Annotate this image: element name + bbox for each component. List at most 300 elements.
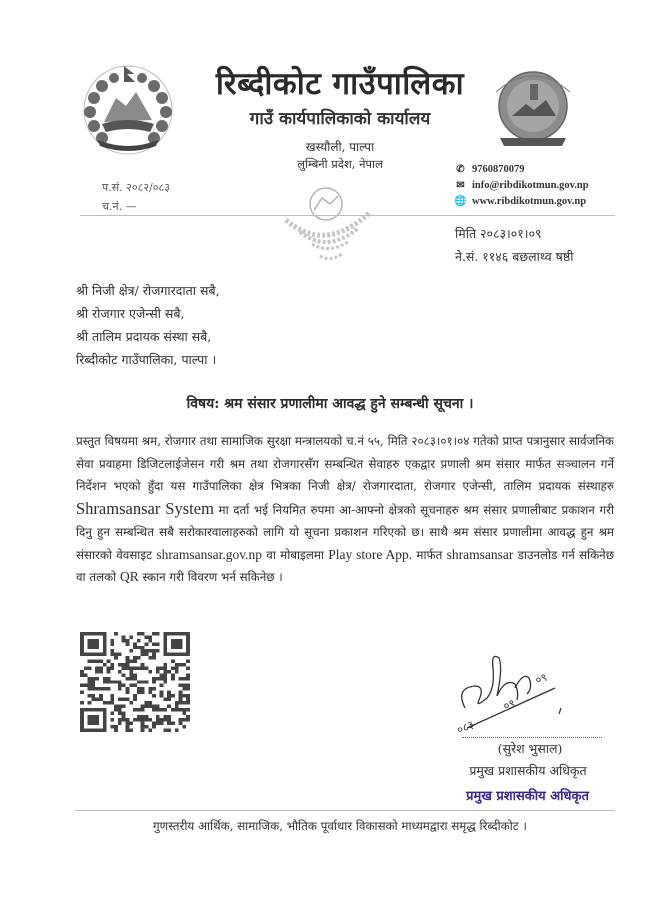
qr-module: [126, 729, 130, 732]
body-text-part: मार्फत: [412, 547, 447, 562]
qr-module: [129, 649, 133, 652]
qr-module: [114, 704, 118, 707]
qr-module: [175, 663, 179, 666]
email-address[interactable]: info@ribdikotmun.gov.np: [472, 180, 589, 191]
footer-slogan: गुणस्तरीय आर्थिक, सामाजिक, भौतिक पूर्वाधार विकासको माध्यमद्वारा समृद्ध रिब्दीकोट ।: [153, 819, 527, 833]
qr-module: [156, 704, 160, 707]
qr-module: [160, 694, 164, 697]
qr-module: [167, 704, 171, 707]
qr-module: [95, 677, 99, 680]
qr-module: [141, 691, 145, 694]
qr-module: [186, 687, 190, 690]
qr-module: [114, 653, 118, 656]
qr-module: [163, 729, 167, 732]
qr-module: [171, 677, 175, 680]
qr-module: [126, 725, 130, 728]
qr-module: [179, 701, 183, 704]
qr-module: [148, 670, 152, 673]
qr-module: [88, 680, 92, 683]
designation-stamp: प्रमुख प्रशासकीय अधिकृत: [466, 789, 589, 804]
qr-module: [103, 701, 107, 704]
qr-module: [175, 670, 179, 673]
qr-module: [186, 698, 190, 701]
qr-module: [107, 680, 111, 683]
qr-module: [118, 704, 122, 707]
qr-module: [80, 670, 84, 673]
qr-module: [118, 711, 122, 714]
qr-module: [141, 663, 145, 666]
qr-module: [141, 718, 145, 721]
qr-module: [126, 718, 130, 721]
qr-module: [179, 718, 183, 721]
qr-module: [141, 680, 145, 683]
qr-module: [133, 677, 137, 680]
qr-module: [186, 701, 190, 704]
qr-module: [110, 666, 114, 669]
office-seal-stamp: [278, 182, 378, 268]
qr-module: [107, 670, 111, 673]
qr-module: [144, 704, 148, 707]
qr-module: [103, 663, 107, 666]
qr-module: [156, 708, 160, 711]
qr-module: [133, 698, 137, 701]
qr-module: [152, 708, 156, 711]
qr-module: [118, 670, 122, 673]
qr-module: [163, 677, 167, 680]
qr-module: [167, 715, 171, 718]
recipients-list: [76, 279, 220, 371]
qr-module: [122, 666, 126, 669]
svg-text:०८३: ०८३: [454, 717, 476, 737]
svg-text:०९: ०९: [501, 696, 517, 713]
qr-module: [122, 673, 126, 676]
qr-module: [99, 687, 103, 690]
qr-module: [171, 708, 175, 711]
qr-finder-pattern: [88, 639, 99, 649]
qr-module: [133, 673, 137, 676]
qr-module: [152, 632, 156, 635]
qr-module: [144, 715, 148, 718]
play-store-app: Play store App.: [328, 546, 413, 562]
qr-module: [160, 666, 164, 669]
qr-module: [179, 722, 183, 725]
qr-module: [186, 708, 190, 711]
signatory-name: (सुरेश भुसाल): [497, 741, 563, 756]
qr-module: [88, 660, 92, 663]
qr-module: [114, 708, 118, 711]
qr-module: [160, 684, 164, 687]
qr-module: [103, 677, 107, 680]
qr-module: [171, 722, 175, 725]
qr-module: [88, 701, 92, 704]
qr-module: [129, 673, 133, 676]
qr-module: [133, 656, 137, 659]
qr-module: [122, 684, 126, 687]
qr-module: [141, 632, 145, 635]
signature-line: [462, 737, 602, 738]
qr-code[interactable]: [80, 632, 190, 732]
qr-module: [175, 708, 179, 711]
qr-module: [88, 684, 92, 687]
qr-module: [141, 646, 145, 649]
qr-module: [110, 642, 114, 645]
qr-module: [163, 663, 167, 666]
qr-module: [175, 666, 179, 669]
qr-module: [103, 687, 107, 690]
qr-module: [118, 687, 122, 690]
qr-module: [114, 656, 118, 659]
qr-module: [114, 680, 118, 683]
qr-module: [144, 649, 148, 652]
qr-module: [118, 708, 122, 711]
qr-module: [110, 701, 114, 704]
qr-module: [152, 704, 156, 707]
qr-module: [129, 670, 133, 673]
qr-module: [148, 635, 152, 638]
qr-module: [160, 691, 164, 694]
qr-module: [179, 708, 183, 711]
qr-module: [186, 666, 190, 669]
qr-module: [160, 673, 164, 676]
qr-module: [91, 698, 95, 701]
qr-module: [110, 653, 114, 656]
qr-module: [148, 649, 152, 652]
qr-module: [133, 642, 137, 645]
qr-module: [144, 680, 148, 683]
qr-module: [118, 684, 122, 687]
qr-module: [167, 729, 171, 732]
signatory-designation: प्रमुख प्रशासकीय अधिकृत: [469, 763, 587, 778]
qr-module: [110, 694, 114, 697]
qr-module: [144, 653, 148, 656]
body-text-part: प्रस्तुत विषयमा श्रम, रोजगार तथा सामाजिक सुरक्षा मन्त्रालयको च.नं ५५, मिति २०८३।०१।०४ गतेको प्राप्त पत्रानुसार सार्वजनिक सेवा प्रवाहमा डिजिटलाईजेसन गरी श्रम तथा रोजगारसँग सम्बन्धित सेवाहरु एकद्वार प्रणाली श्रम संसार मार्फत सञ्चालन गर्ने निर्देशन भएको हुँदा यस गाउँपालिका क्षेत्र भित्रका निजी क्षेत्र/ रोजगारदाता, रोजगार एजेन्सी, तालिम प्रदायक संस्थाहरु: [76, 434, 614, 493]
qr-module: [141, 729, 145, 732]
qr-module: [148, 691, 152, 694]
qr-module: [126, 698, 130, 701]
qr-module: [137, 715, 141, 718]
qr-module: [88, 666, 92, 669]
qr-module: [163, 673, 167, 676]
qr-module: [110, 639, 114, 642]
qr-module: [118, 718, 122, 721]
qr-module: [156, 718, 160, 721]
qr-module: [163, 708, 167, 711]
qr-module: [141, 649, 145, 652]
qr-module: [167, 722, 171, 725]
qr-module: [141, 708, 145, 711]
qr-module: [156, 666, 160, 669]
qr-module: [137, 666, 141, 669]
qr-module: [182, 701, 186, 704]
qr-module: [107, 701, 111, 704]
qr-module: [182, 694, 186, 697]
svg-text:०९: ०९: [533, 670, 549, 687]
qr-module: [182, 708, 186, 711]
qr-module: [99, 694, 103, 697]
qr-module: [160, 708, 164, 711]
organization-title: रिब्दीकोट गाउँपालिका: [215, 66, 465, 102]
qr-module: [182, 711, 186, 714]
qr-module: [95, 698, 99, 701]
qr-module: [156, 715, 160, 718]
qr-module: [122, 711, 126, 714]
qr-module: [175, 704, 179, 707]
recipient-item: श्री तालिम प्रदायक संस्था सबै,: [76, 329, 212, 344]
qr-module: [179, 663, 183, 666]
qr-module: [137, 691, 141, 694]
qr-module: [137, 718, 141, 721]
qr-module: [175, 701, 179, 704]
date-nepal-sambat: ने.सं. ११४६ बछलाथ्व षष्ठी: [455, 249, 574, 264]
qr-module: [110, 718, 114, 721]
qr-module: [182, 718, 186, 721]
qr-module: [152, 642, 156, 645]
qr-module: [152, 725, 156, 728]
date-block: [455, 222, 573, 268]
qr-module: [95, 660, 99, 663]
qr-module: [122, 663, 126, 666]
qr-module: [118, 653, 122, 656]
address-line-2: लुम्बिनी प्रदेश, नेपाल: [297, 157, 383, 171]
qr-module: [186, 718, 190, 721]
qr-module: [122, 715, 126, 718]
globe-icon: 🌐: [454, 196, 467, 207]
qr-module: [95, 666, 99, 669]
qr-module: [179, 677, 183, 680]
qr-module: [110, 698, 114, 701]
qr-module: [107, 677, 111, 680]
qr-module: [148, 704, 152, 707]
qr-module: [148, 718, 152, 721]
qr-module: [163, 698, 167, 701]
qr-module: [122, 698, 126, 701]
qr-module: [110, 663, 114, 666]
qr-module: [186, 684, 190, 687]
qr-module: [156, 677, 160, 680]
qr-module: [182, 677, 186, 680]
qr-module: [107, 687, 111, 690]
system-name: Shramsansar System: [76, 498, 214, 518]
qr-module: [99, 698, 103, 701]
qr-module: [122, 635, 126, 638]
qr-module: [167, 718, 171, 721]
qr-module: [152, 677, 156, 680]
qr-module: [122, 718, 126, 721]
header-divider: [80, 215, 615, 216]
qr-module: [182, 687, 186, 690]
qr-module: [141, 722, 145, 725]
qr-module: [133, 646, 137, 649]
qr-module: [179, 691, 183, 694]
qr-module: [129, 635, 133, 638]
qr-module: [152, 680, 156, 683]
qr-module: [133, 660, 137, 663]
qr-module: [91, 680, 95, 683]
qr-module: [80, 701, 84, 704]
reference-block: [102, 178, 170, 216]
qr-module: [126, 666, 130, 669]
qr-module: [179, 684, 183, 687]
qr-module: [163, 666, 167, 669]
qr-module: [133, 684, 137, 687]
qr-module: [129, 729, 133, 732]
qr-module: [141, 704, 145, 707]
qr-module: [137, 680, 141, 683]
qr-module: [186, 660, 190, 663]
qr-module: [91, 684, 95, 687]
qr-module: [137, 656, 141, 659]
qr-module: [126, 663, 130, 666]
qr-module: [171, 673, 175, 676]
handwritten-signature: [445, 648, 575, 738]
qr-module: [148, 729, 152, 732]
qr-module: [141, 666, 145, 669]
qr-module: [99, 660, 103, 663]
qr-module: [167, 698, 171, 701]
qr-module: [110, 725, 114, 728]
qr-module: [144, 642, 148, 645]
qr-module: [126, 656, 130, 659]
qr-module: [114, 729, 118, 732]
qr-module: [160, 722, 164, 725]
nepal-emblem-icon: [80, 62, 176, 158]
qr-module: [171, 694, 175, 697]
qr-module: [152, 687, 156, 690]
qr-module: [186, 673, 190, 676]
qr-module: [182, 684, 186, 687]
body-text-part: स्कान गरी विवरण भर्न सकिनेछ ।: [138, 570, 283, 584]
qr-module: [126, 639, 130, 642]
qr-module: [133, 666, 137, 669]
qr-module: [80, 691, 84, 694]
shramsansar-website[interactable]: shramsansar.gov.np: [156, 546, 262, 562]
qr-module: [129, 666, 133, 669]
qr-module: [80, 684, 84, 687]
body-text-part: डाउनलोड गर्न सकिनेछ वा तलको: [76, 547, 614, 584]
phone-number: 9760870079: [472, 164, 525, 175]
qr-module: [144, 701, 148, 704]
qr-module: [118, 680, 122, 683]
municipality-logo-icon: [490, 64, 576, 154]
qr-module: [160, 677, 164, 680]
qr-module: [133, 694, 137, 697]
qr-module: [167, 694, 171, 697]
qr-module: [152, 722, 156, 725]
recipient-item: रिब्दीकोट गाउँपालिका, पाल्पा ।: [76, 352, 217, 367]
qr-module: [126, 691, 130, 694]
recipient-item: श्री रोजगार एजेन्सी सबै,: [76, 306, 185, 321]
qr-module: [133, 708, 137, 711]
qr-module: [144, 635, 148, 638]
qr-module: [163, 680, 167, 683]
chalani-number: च.नं. —: [102, 200, 137, 213]
qr-finder-pattern: [171, 639, 182, 649]
qr-module: [163, 715, 167, 718]
qr-module: [122, 639, 126, 642]
qr-module: [148, 687, 152, 690]
qr-module: [114, 632, 118, 635]
qr-module: [152, 694, 156, 697]
patra-sankhya: प.सं. २०८२/०८३: [102, 181, 170, 194]
letter-body: [76, 430, 614, 589]
qr-module: [133, 718, 137, 721]
body-text-part: वा मोबाइलमा: [261, 547, 329, 562]
qr-module: [175, 729, 179, 732]
qr-module: [122, 704, 126, 707]
recipient-item: श्री निजी क्षेत्र/ रोजगारदाता सबै,: [76, 283, 220, 298]
qr-module: [137, 687, 141, 690]
qr-module: [110, 680, 114, 683]
qr-module: [144, 718, 148, 721]
qr-module: [141, 725, 145, 728]
phone-icon: ✆: [456, 164, 465, 175]
qr-module: [152, 656, 156, 659]
qr-module: [171, 660, 175, 663]
qr-module: [179, 698, 183, 701]
qr-module: [186, 677, 190, 680]
qr-module: [114, 725, 118, 728]
qr-module: [118, 663, 122, 666]
qr-module: [107, 660, 111, 663]
qr-module: [156, 670, 160, 673]
qr-module: [88, 687, 92, 690]
qr-module: [156, 722, 160, 725]
qr-module: [126, 642, 130, 645]
qr-module: [152, 653, 156, 656]
qr-module: [80, 673, 84, 676]
qr-module: [118, 722, 122, 725]
qr-module: [141, 715, 145, 718]
qr-module: [148, 701, 152, 704]
qr-module: [91, 660, 95, 663]
qr-module: [118, 698, 122, 701]
contact-block: [455, 162, 589, 210]
qr-module: [91, 677, 95, 680]
qr-module: [186, 694, 190, 697]
qr-module: [84, 673, 88, 676]
qr-module: [95, 687, 99, 690]
qr-module: [186, 715, 190, 718]
qr-module: [156, 649, 160, 652]
qr-module: [95, 670, 99, 673]
qr-module: [171, 666, 175, 669]
qr-module: [103, 680, 107, 683]
date-miti: मिति २०८३।०१।०९: [455, 226, 542, 241]
qr-module: [129, 722, 133, 725]
body-text-part: मा दर्ता भई नियमित रुपमा आ-आफ्नो क्षेत्रको सूचनाहरु श्रम संसार प्रणालीबाट प्रकाशन गरी दिनु हुन सम्बन्धित सबै सरोकारवालाहरुको लागि यो सूचना प्रकाशन गरिएको छ। साथै श्रम संसार प्रणालीमा आवद्ध हुन श्रम संसारको वेवसाइट: [76, 502, 614, 562]
qr-module: [141, 687, 145, 690]
qr-module: [129, 684, 133, 687]
qr-module: [137, 639, 141, 642]
email-icon: ✉: [456, 180, 465, 191]
qr-module: [167, 691, 171, 694]
qr-module: [129, 701, 133, 704]
qr-module: [148, 656, 152, 659]
qr-module: [129, 677, 133, 680]
qr-module: [156, 642, 160, 645]
qr-module: [163, 718, 167, 721]
qr-module: [99, 670, 103, 673]
qr-module: [107, 666, 111, 669]
website-link[interactable]: www.ribdikotmun.gov.np: [472, 196, 587, 207]
qr-module: [163, 670, 167, 673]
qr-module: [110, 649, 114, 652]
qr-module: [84, 666, 88, 669]
qr-module: [126, 660, 130, 663]
app-name: shramsansar: [446, 546, 514, 562]
qr-module: [152, 649, 156, 652]
qr-module: [167, 670, 171, 673]
